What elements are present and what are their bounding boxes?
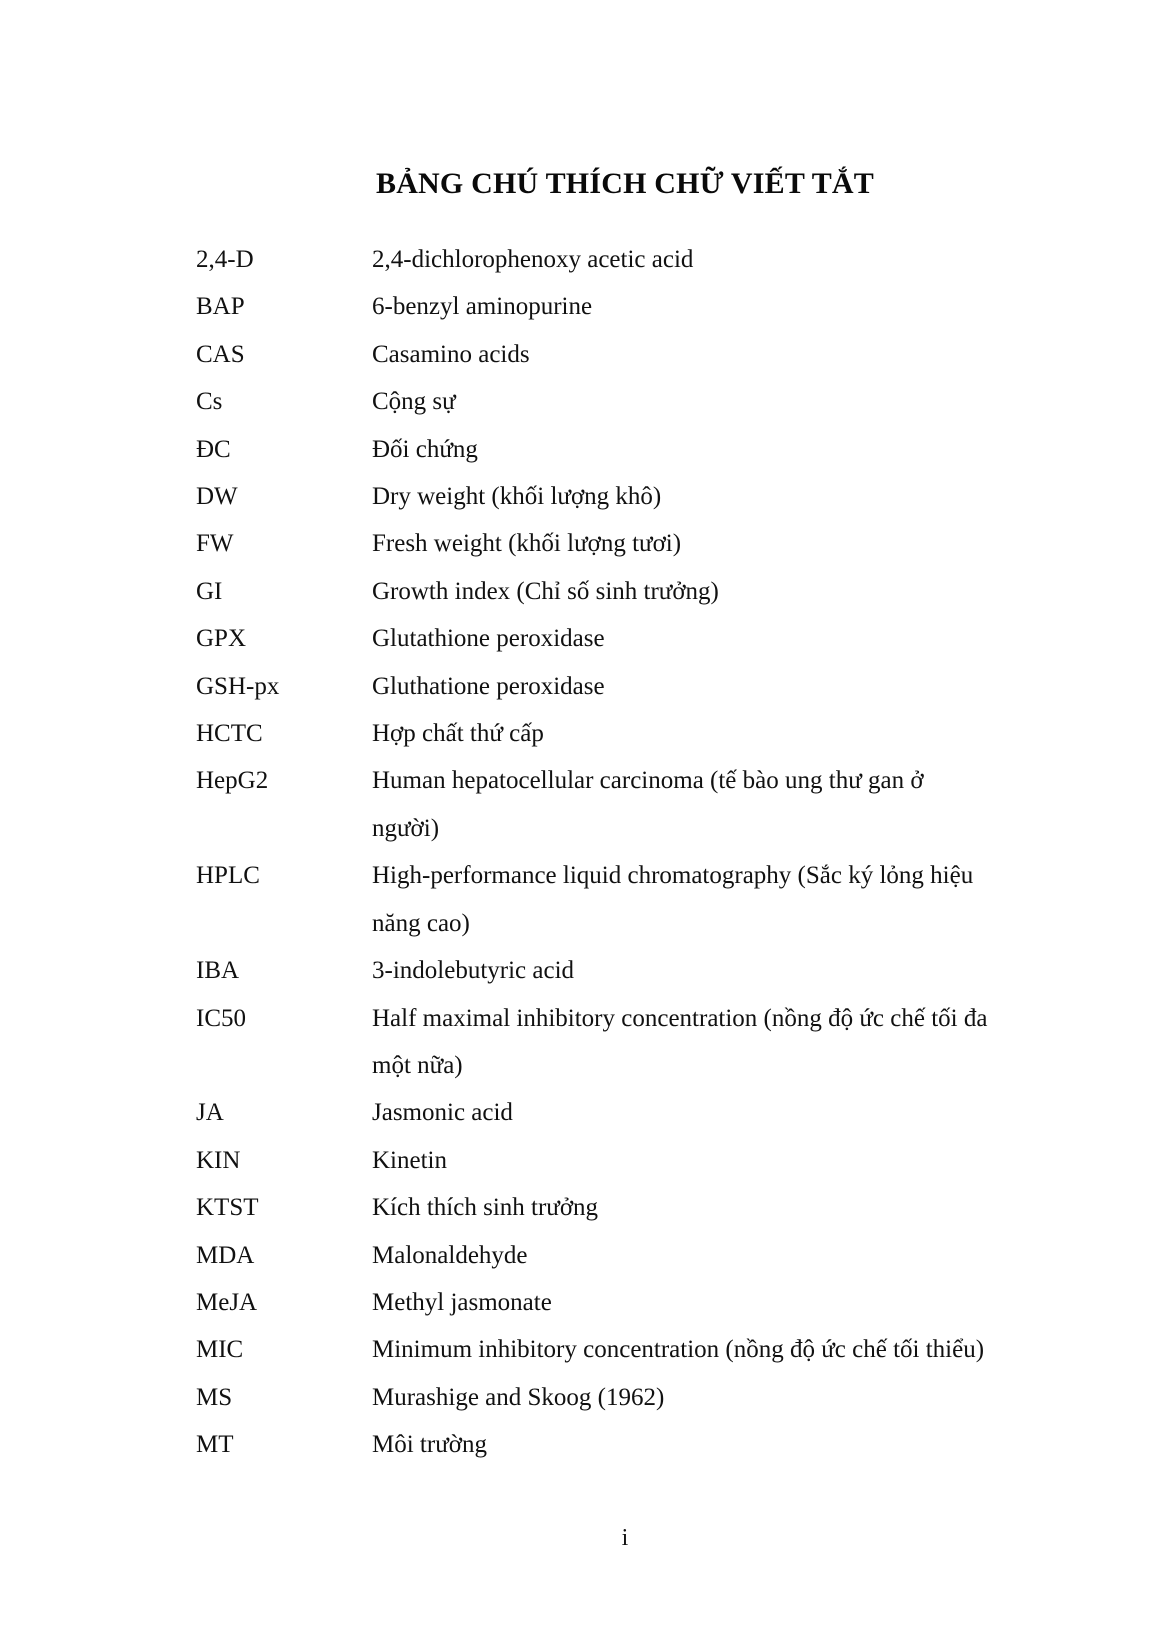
abbreviation-term: 2,4-D [196,246,254,273]
abbreviation-term: Cs [196,388,223,416]
abbreviation-row [196,1089,1076,1136]
definition-line: Murashige and Skoog (1962) [372,1383,665,1411]
abbreviation-term: JA [196,1099,224,1127]
abbreviation-term: HPLC [196,862,260,890]
abbreviation-row [196,663,1076,710]
definition-line: 2,4-dichlorophenoxy acetic acid [372,246,694,273]
abbreviation-definition [372,331,1052,378]
abbreviation-term: GPX [196,625,247,653]
abbreviation-term: IC50 [196,1004,246,1032]
abbreviation-row [196,852,1076,947]
abbreviation-term: FW [196,530,234,558]
abbreviation-row [196,1421,1076,1468]
abbreviation-term: HepG2 [196,767,269,795]
definition-line: Dry weight (khối lượng khô) [372,483,662,511]
abbreviation-term: KTST [196,1194,259,1222]
definition-line: 3-indolebutyric acid [372,957,575,985]
abbreviation-row [196,1232,1076,1279]
abbreviation-row [196,520,1076,567]
abbreviation-row [196,426,1076,473]
abbreviation-definition [372,1374,1052,1421]
abbreviation-definition [372,426,1052,473]
definition-line: 6-benzyl aminopurine [372,293,593,321]
definition-line: Fresh weight (khối lượng tươi) [372,530,682,558]
abbreviation-term: CAS [196,340,245,368]
definition-line: Growth index (Chỉ số sinh trưởng) [372,577,719,605]
definition-line: Minimum inhibitory concentration (nồng độ ức chế tối thiểu) [372,1336,985,1364]
definition-line: High-performance liquid chromatography (Sắc ký lỏng hiệu [372,862,974,890]
definition-line: Môi trường [372,1431,487,1459]
abbreviation-term: MT [196,1431,234,1459]
abbreviation-row [196,568,1076,615]
abbreviation-definition [372,1137,1052,1184]
definition-line: Hợp chất thứ cấp [372,720,544,748]
definition-line: Gluthatione peroxidase [372,672,605,700]
abbreviation-definition [372,947,1052,994]
abbreviation-definition [372,663,1052,710]
definition-line: Cộng sự [372,388,456,416]
abbreviation-term: BAP [196,293,245,321]
definition-line: một nữa) [372,1051,463,1079]
abbreviation-definition [372,1421,1052,1468]
abbreviation-definition [372,568,1052,615]
abbreviation-definition [372,378,1052,425]
abbreviation-row [196,1137,1076,1184]
abbreviation-row [196,283,1076,330]
abbreviation-term: GI [196,577,223,605]
abbreviation-term: ĐC [196,435,231,463]
definition-line: Methyl jasmonate [372,1288,552,1316]
abbreviation-definition [372,710,1052,757]
abbreviation-definition [372,283,1052,330]
abbreviation-definition [372,615,1052,662]
definition-line: Half maximal inhibitory concentration (nồng độ ức chế tối đa [372,1004,988,1032]
abbreviation-definition [372,1326,1052,1373]
abbreviation-definition [372,852,1052,947]
abbreviation-row [196,995,1076,1090]
abbreviation-list [196,236,1076,1469]
abbreviation-term: MS [196,1383,233,1411]
definition-line: Human hepatocellular carcinoma (tế bào ung thư gan ở [372,767,924,795]
abbreviation-row [196,1326,1076,1373]
definition-line: Jasmonic acid [372,1099,513,1127]
definition-line: người) [372,814,440,842]
page-title: BẢNG CHÚ THÍCH CHỮ VIẾT TẮT [375,167,874,200]
abbreviation-definition [372,757,1052,852]
abbreviation-term: KIN [196,1146,241,1174]
definition-line: Glutathione peroxidase [372,625,605,653]
abbreviation-row [196,378,1076,425]
abbreviation-term: MDA [196,1241,255,1269]
definition-line: Kinetin [372,1146,447,1174]
abbreviation-definition [372,473,1052,520]
abbreviation-term: IBA [196,957,240,985]
abbreviation-definition [372,1184,1052,1231]
abbreviation-row [196,757,1076,852]
definition-line: Casamino acids [372,340,530,368]
definition-line: năng cao) [372,909,470,937]
abbreviation-term: HCTC [196,720,263,748]
abbreviation-term: MIC [196,1336,244,1364]
abbreviation-row [196,615,1076,662]
definition-line: Đối chứng [372,435,478,463]
page-number: i [621,1525,629,1551]
abbreviation-definition [372,1232,1052,1279]
abbreviation-row [196,1374,1076,1421]
definition-line: Malonaldehyde [372,1241,528,1269]
abbreviation-term: MeJA [196,1288,258,1316]
abbreviation-definition [372,995,1052,1090]
abbreviation-row [196,1184,1076,1231]
abbreviation-row [196,947,1076,994]
abbreviation-row [196,710,1076,757]
abbreviation-definition [372,236,1052,283]
abbreviation-definition [372,520,1052,567]
abbreviation-row [196,236,1076,283]
abbreviation-row [196,473,1076,520]
abbreviation-term: GSH-px [196,672,280,700]
definition-line: Kích thích sinh trưởng [372,1194,599,1222]
abbreviation-term: DW [196,483,238,511]
abbreviation-definition [372,1089,1052,1136]
abbreviation-definition [372,1279,1052,1326]
abbreviation-row [196,1279,1076,1326]
abbreviation-row [196,331,1076,378]
